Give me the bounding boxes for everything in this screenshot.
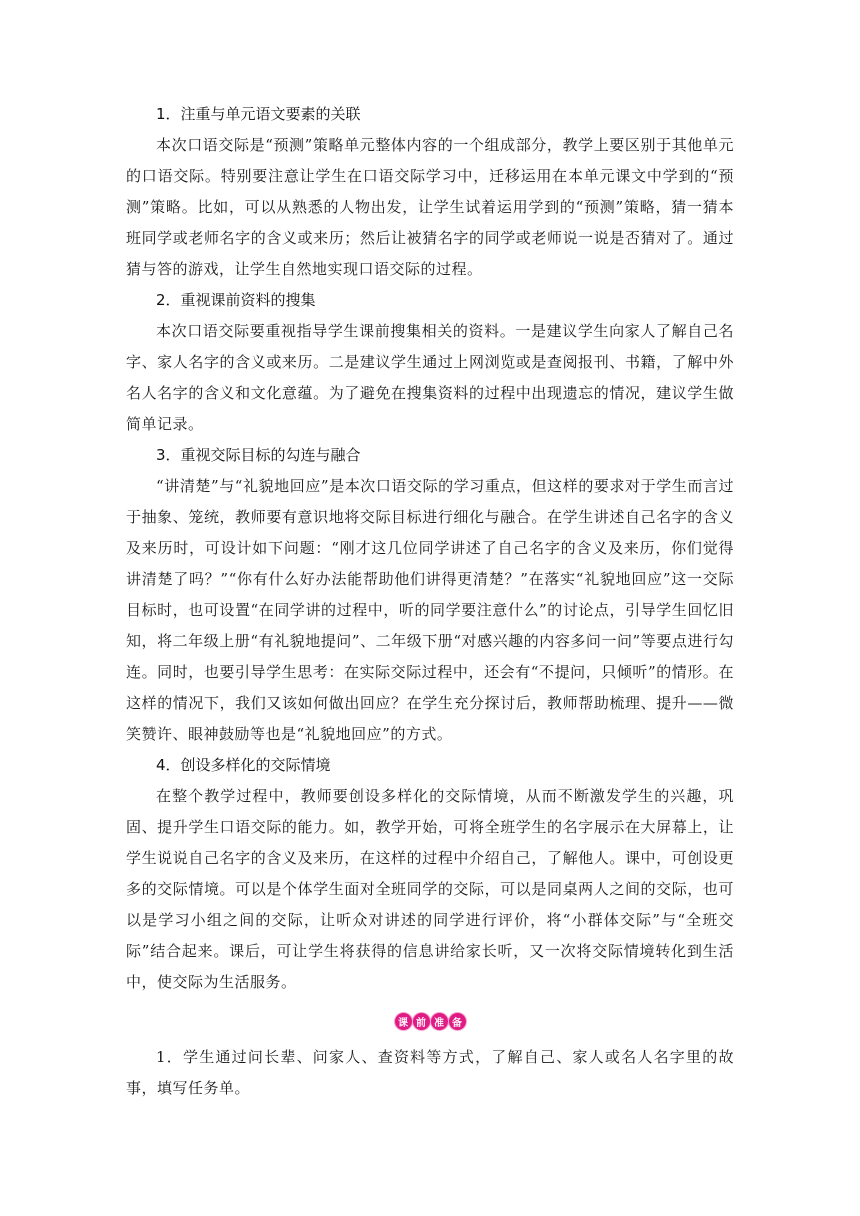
section-4 xyxy=(126,750,734,998)
badge-char: 课 xyxy=(395,1013,412,1030)
badge-char: 前 xyxy=(413,1013,430,1030)
prep-list xyxy=(126,1042,734,1104)
section-heading: 2．重视课前资料的搜集 xyxy=(156,291,316,309)
document-page xyxy=(126,99,734,1104)
prep-item: 1．学生通过问长辈、问家人、查资料等方式，了解自己、家人或名人名字里的故事，填写任务单。 xyxy=(126,1048,734,1097)
section-paragraph: 在整个教学过程中，教师要创设多样化的交际情境，从而不断激发学生的兴趣，巩固、提升学生口语交际的能力。如，教学开始，可将全班学生的名字展示在大屏幕上，让学生说说自己名字的含义及来历，在这样的过程中介绍自己，了解他人。课中，可创设更多的交际情境。可以是个体学生面对全班同学的交际，可以是同桌两人之间的交际，也可以是学习小组之间的交际，让听众对讲述的同学进行评价，将“小群体交际”与“全班交际”结合起来。课后，可让学生将获得的信息讲给家长听，又一次将交际情境转化到生活中，使交际为生活服务。 xyxy=(126,787,734,991)
section-heading: 3．重视交际目标的勾连与融合 xyxy=(156,446,361,464)
section-1 xyxy=(126,99,734,285)
section-paragraph: “讲清楚”与“礼貌地回应”是本次口语交际的学习重点，但这样的要求对于学生而言过于抽象、笼统，教师要有意识地将交际目标进行细化与融合。在学生讲述自己名字的含义及来历时，可设计如下问题：“刚才这几位同学讲述了自己名字的含义及来历，你们觉得讲清楚了吗？”“你有什么好办法能帮助他们讲得更清楚？”在落实“礼貌地回应”这一交际目标时，也可设置“在同学讲的过程中，听的同学要注意什么”的讨论点，引导学生回忆旧知，将二年级上册“有礼貌地提问”、二年级下册“对感兴趣的内容多问一问”等要点进行勾连。同时，也要引导学生思考：在实际交际过程中，还会有“不提问，只倾听”的情形。在这样的情况下，我们又该如何做出回应？在学生充分探讨后，教师帮助梳理、提升——微笑赞许、眼神鼓励等也是“礼貌地回应”的方式。 xyxy=(126,477,734,743)
section-paragraph: 本次口语交际是“预测”策略单元整体内容的一个组成部分，教学上要区别于其他单元的口语交际。特别要注意让学生在口语交际学习中，迁移运用在本单元课文中学到的“预测”策略。比如，可以从熟悉的人物出发，让学生试着运用学到的“预测”策略，猜一猜本班同学或老师名字的含义或来历；然后让被猜名字的同学或老师说一说是否猜对了。通过猜与答的游戏，让学生自然地实现口语交际的过程。 xyxy=(126,136,734,278)
section-2 xyxy=(126,285,734,440)
section-heading: 4．创设多样化的交际情境 xyxy=(156,756,331,774)
section-paragraph: 本次口语交际要重视指导学生课前搜集相关的资料。一是建议学生向家人了解自己名字、家人名字的含义或来历。二是建议学生通过上网浏览或是查阅报刊、书籍，了解中外名人名字的含义和文化意蕴。为了避免在搜集资料的过程中出现遗忘的情况，建议学生做简单记录。 xyxy=(126,322,734,433)
lesson-prep-badge xyxy=(395,1013,466,1030)
lesson-prep-badge-row xyxy=(126,1000,734,1042)
badge-char: 准 xyxy=(431,1013,448,1030)
badge-char: 备 xyxy=(449,1013,466,1030)
section-heading: 1．注重与单元语文要素的关联 xyxy=(156,105,361,123)
section-3 xyxy=(126,440,734,750)
